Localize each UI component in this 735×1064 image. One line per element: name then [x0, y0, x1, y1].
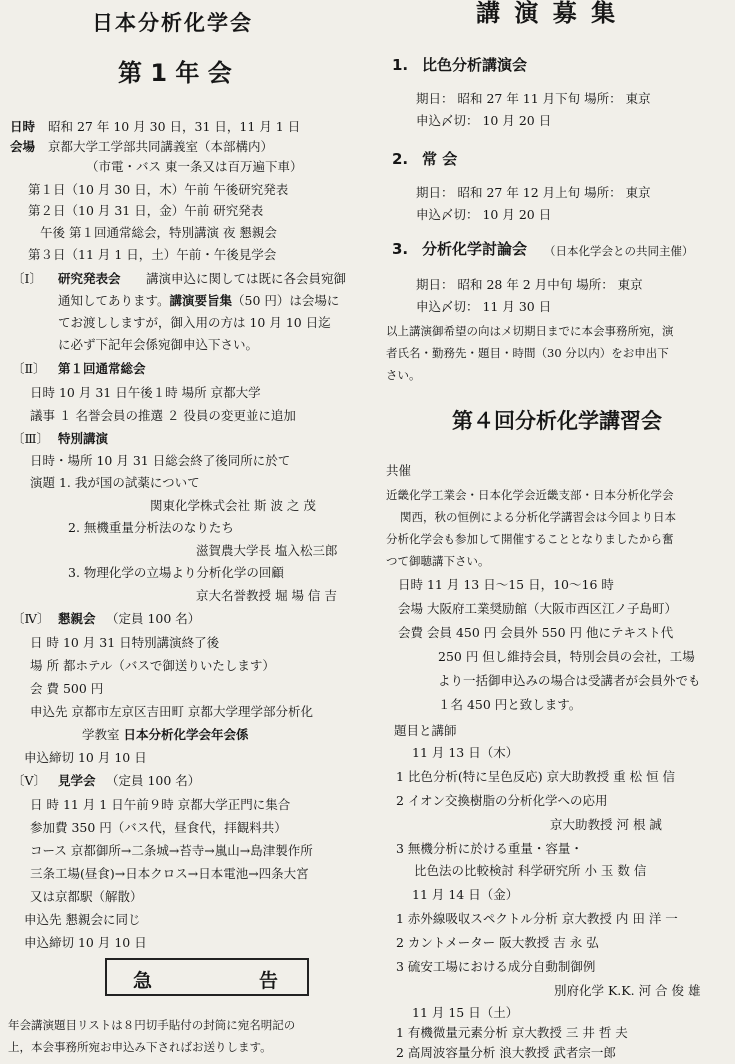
call-note-line: さい。	[386, 368, 421, 382]
urgent-char: 急	[133, 970, 153, 992]
course-topic: 1 有機微量元素分析 京大教授 三 井 哲 夫	[396, 1025, 628, 1040]
course-fee-line: 250 円 但し維持会員，特別会員の会社，工場	[438, 649, 695, 664]
course-fee-line: より一括御申込みの場合は受講者が会員外でも	[438, 673, 701, 688]
course-host: 近畿化学工業会・日本化学会近畿支部・日本分析化学会	[386, 488, 674, 502]
section-1-title: 研究発表会	[58, 271, 121, 286]
course-topic: 2 高周波容量分析 浪大教授 武者宗一郎	[396, 1045, 616, 1060]
call-2-line: 申込〆切： 10 月 20 日	[416, 207, 552, 222]
section-5-line: 日 時 11 月 1 日午前９時 京都大学正門に集合	[30, 797, 291, 812]
date-label: 日時	[10, 119, 36, 134]
call-1-title: 比色分析講演会	[422, 56, 528, 74]
section-3-line: 日時・場所 10 月 31 日総会終了後同所に於て	[30, 453, 291, 468]
section-5-line: 申込締切 10 月 10 日	[24, 935, 147, 950]
section-3-line: 3. 物理化学の立場より分析化学の回顧	[68, 565, 284, 580]
section-3-line: 京大名誉教授 堀 場 信 吉	[196, 588, 337, 603]
section-3-line: 2. 無機重量分析法のなりたち	[68, 520, 234, 535]
schedule-day2-afternoon: 午後 第１回通常総会，特別講演 夜 懇親会	[40, 225, 277, 240]
section-3-mark: 〔Ⅲ〕	[12, 431, 50, 446]
course-topic: 1 比色分析(特に呈色反応) 京大助教授 重 松 恒 信	[396, 769, 676, 784]
venue-value: 京都大学工学部共同講義室（本部構内）	[48, 139, 274, 154]
course-intro-line: つて御聴講下さい。	[386, 554, 490, 568]
call-note-line: 者氏名・勤務先・題目・時間（30 分以内）をお申出下	[386, 346, 669, 360]
call-for-papers-title: 講 演 募 集	[476, 0, 619, 27]
section-5-line: コース 京都御所→二条城→苔寺→嵐山→島津製作所	[30, 843, 313, 858]
section-2-line: 議事 １ 名誉会員の推選 ２ 役員の変更並に追加	[30, 408, 296, 423]
notice-char: 告	[259, 970, 279, 992]
section-3-line: 演題 1. 我が国の試薬について	[30, 475, 200, 490]
section-3-title: 特別講演	[58, 431, 109, 446]
course-day-heading: 11 月 13 日（木）	[412, 745, 519, 760]
section-5-line: 又は京都駅（解散）	[30, 889, 143, 904]
section-4-mark: 〔Ⅳ〕	[12, 611, 50, 626]
call-2-title: 常 会	[422, 150, 458, 168]
call-1-number: 1.	[392, 56, 409, 74]
call-note-line: 以上講演御希望の向はメ切期日までに本会事務所宛，演	[386, 324, 674, 338]
section-4-capacity: （定員 100 名）	[106, 611, 201, 626]
course-topic: 2 イオン交換樹脂の分析化学への応用	[396, 793, 608, 808]
section-1-mark: 〔Ⅰ〕	[12, 271, 42, 286]
section-1-line: 講演申込に関しては既に各会員宛御	[146, 271, 347, 286]
course-intro-line: 関西，秋の恒例による分析化学講習会は今回より日本	[400, 510, 676, 524]
section-5-line: 参加費 350 円（バス代，昼食代，拝観料共）	[30, 820, 287, 835]
course-topic-lecturer: 京大助教授 河 根 誠	[550, 817, 662, 832]
section-3-line: 滋賀農大学長 塩入松三郎	[196, 543, 338, 558]
section-4-line: 場 所 都ホテル（バスで御送りいたします）	[30, 658, 275, 673]
course-topic-lecturer: 別府化学 K.K. 河 合 俊 雄	[554, 983, 701, 998]
notice-line: 上，本会事務所宛お申込み下さればお送りします。	[8, 1040, 272, 1054]
call-3-line: 期日： 昭和 28 年 2 月中旬 場所： 東京	[416, 277, 643, 292]
course-title: 第４回分析化学講習会	[452, 409, 662, 433]
section-1-line: てお渡ししますが，御入用の方は 10 月 10 日迄	[58, 315, 331, 330]
course-topic-lecturer: 比色法の比較検討 科学研究所 小 玉 数 信	[414, 863, 647, 878]
course-date: 日時 11 月 13 日～15 日，10～16 時	[398, 577, 614, 592]
section-2-mark: 〔Ⅱ〕	[12, 361, 46, 376]
section-2-title: 第１回通常総会	[58, 361, 146, 376]
course-topic: 3 硫安工場における成分自動制御例	[396, 959, 596, 974]
section-4-line: 会 費 500 円	[30, 681, 104, 696]
course-fee-line: １名 450 円と致します。	[438, 697, 582, 712]
course-intro-line: 分析化学会も参加して開催することとなりましたから奮	[386, 532, 674, 546]
course-topic: 2 カントメーター 阪大教授 吉 永 弘	[396, 935, 599, 950]
section-3-line: 関東化学株式会社 斯 波 之 茂	[150, 498, 316, 513]
course-fee-line: 会費 会員 450 円 会員外 550 円 他にテキスト代	[398, 625, 674, 640]
course-day-heading: 11 月 14 日（金）	[412, 887, 519, 902]
call-3-title: 分析化学討論会	[422, 240, 528, 258]
schedule-day3: 第３日（11 月 1 日，土）午前・午後見学会	[28, 247, 277, 262]
call-1-line: 申込〆切： 10 月 20 日	[416, 113, 552, 128]
section-4-line: 学教室 日本分析化学会年会係	[82, 727, 249, 742]
course-day-heading: 11 月 15 日（土）	[412, 1005, 519, 1020]
section-4-line: 申込締切 10 月 10 日	[24, 750, 147, 765]
course-topic: 1 赤外線吸収スペクトル分析 京大教授 内 田 洋 一	[396, 911, 678, 926]
call-3-line: 申込〆切： 11 月 30 日	[416, 299, 552, 314]
call-2-number: 2.	[392, 150, 409, 168]
section-5-line: 申込先 懇親会に同じ	[24, 912, 141, 927]
notice-line: 年会講演題目リストは８円切手貼付の封筒に宛名明記の	[8, 1018, 296, 1032]
section-4-line: 日 時 10 月 31 日特別講演終了後	[30, 635, 220, 650]
course-host-label: 共催	[386, 463, 412, 478]
call-3-note: （日本化学会との共同主催）	[544, 244, 694, 258]
call-3-number: 3.	[392, 240, 409, 258]
call-1-line: 期日： 昭和 27 年 11 月下旬 場所： 東京	[416, 91, 651, 106]
urgent-notice-box	[105, 958, 309, 996]
section-5-title: 見学会	[58, 773, 96, 788]
date-value: 昭和 27 年 10 月 30 日，31 日，11 月 1 日	[48, 119, 301, 134]
schedule-day2: 第２日（10 月 31 日，金）午前 研究発表	[28, 203, 264, 218]
society-title: 日本分析化学会	[92, 11, 253, 35]
section-2-line: 日時 10 月 31 日午後１時 場所 京都大学	[30, 385, 261, 400]
section-4-line: 申込先 京都市左京区吉田町 京都大学理学部分析化	[30, 704, 313, 719]
schedule-day1: 第１日（10 月 30 日，木）午前 午後研究発表	[28, 182, 289, 197]
section-1-line: 通知してあります。講演要旨集（50 円）は会場に	[58, 293, 340, 308]
course-topics-label: 題目と講師	[394, 723, 457, 738]
venue-label: 会場	[10, 139, 36, 154]
section-1-line: に必ず下記年会係宛御申込下さい。	[58, 337, 259, 352]
course-venue: 会場 大阪府工業奨励館（大阪市西区江ノ子島町）	[398, 601, 677, 616]
call-2-line: 期日： 昭和 27 年 12 月上旬 場所： 東京	[416, 185, 651, 200]
section-4-title: 懇親会	[58, 611, 96, 626]
section-5-mark: 〔Ⅴ〕	[12, 773, 47, 788]
section-5-line: 三条工場(昼食)→日本クロス→日本電池→四条大宮	[30, 866, 309, 881]
course-topic: 3 無機分析に於ける重量・容量・	[396, 841, 583, 856]
annual-meeting-title: 第 1 年 会	[118, 59, 232, 87]
venue-access: （市電・バス 東一条又は百万遍下車）	[86, 159, 303, 174]
section-5-capacity: （定員 100 名）	[106, 773, 201, 788]
